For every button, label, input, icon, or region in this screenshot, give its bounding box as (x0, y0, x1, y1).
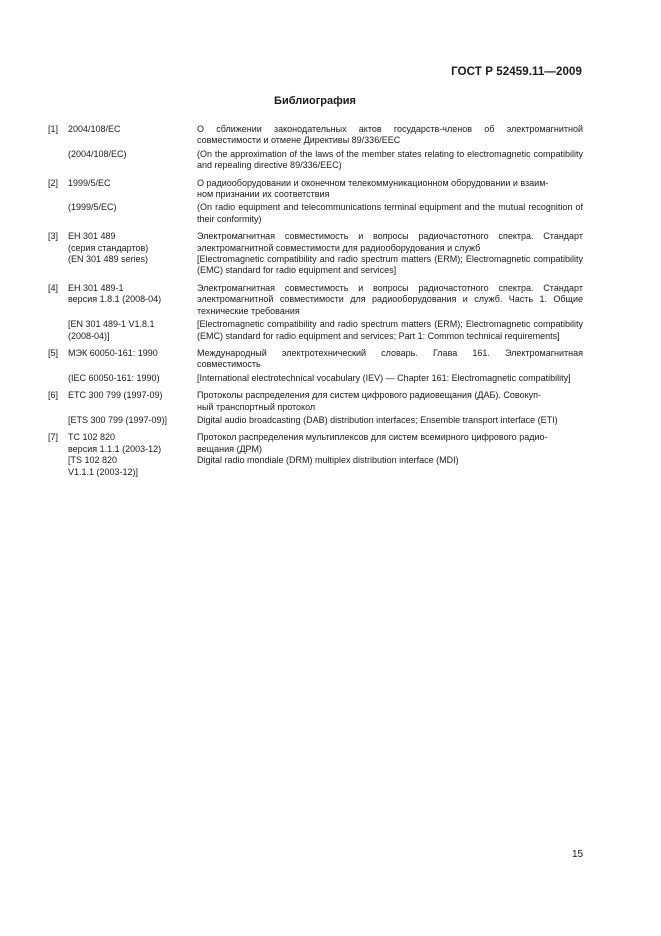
bibliography-entry (48, 124, 583, 174)
bibliography-entry (48, 283, 583, 344)
entry-number: [2] (48, 177, 59, 188)
entry-pair (48, 390, 583, 413)
entry-source: [ETS 300 799 (1997-09)] (68, 414, 168, 425)
entry-source: (IEC 60050-161: 1990) (68, 372, 160, 383)
entry-pair (48, 432, 583, 478)
entry-source: ТС 102 820 версия 1.1.1 (2003-12) [TS 102 820 V1.1.1 (2003-12)] (68, 432, 162, 477)
entry-text: Digital audio broadcasting (DAB) distribution interfaces; Ensemble transport interface (ETI) (197, 414, 558, 425)
entry-source: ЕН 301 489-1 версия 1.8.1 (2008-04) (68, 282, 162, 305)
entry-text: [International electrotechnical vocabulary (IEV) — Chapter 161: Electromagnetic compatibility] (197, 372, 571, 383)
document-code: ГОСТ Р 52459.11—2009 (451, 66, 582, 78)
entry-pair (48, 283, 583, 317)
entry-text: О сближении законодательных актов государств-членов об электромагнитной совместимости и отмене Директивы 89/336/ЕЕС (197, 124, 583, 146)
entry-pair (48, 231, 583, 277)
page-title: Библиография (274, 95, 356, 107)
entry-source: 2004/108/EC (68, 124, 121, 134)
entry-text: Электромагнитная совместимость и вопросы радиочастотного спектра. Стандарт электромагнитной совместимости для радиооборудования и служб [Electromagnetic compatibility and radio spectrum matters (ERM); Electromagnetic compatibility (EMC) standard for radio equipment and services] (197, 231, 583, 276)
entry-number: [1] (48, 124, 59, 134)
entry-text: (On radio equipment and telecommunications terminal equipment and the mutual recognition of their conformity) (197, 202, 583, 224)
entry-text: Протоколы распределения для систем цифрового радиовещания (ДАБ). Совокуп- ный транспортный протокол (197, 390, 542, 412)
entry-source: ЕТС 300 799 (1997-09) (68, 390, 163, 401)
entry-source: (2004/108/EC) (68, 148, 127, 159)
entry-pair (48, 373, 583, 384)
entry-text: Международный электротехнический словарь. Глава 161. Электромагнитная совместимость (197, 347, 583, 370)
entry-pair (48, 124, 583, 147)
entry-pair (48, 202, 583, 225)
entry-source: ЕН 301 489 (серия стандартов) (EN 301 489 series) (68, 231, 149, 265)
entry-text: (On the approximation of the laws of the member states relating to electromagnetic compatibility and repealing directive 89/336/EEC) (197, 148, 583, 171)
entry-number: [5] (48, 347, 59, 358)
entry-text: Протокол распределения мультиплексов для систем всемирного цифрового радио- вещания (ДРМ) Digital radio mondiale (DRM) multiplex distribution interface (MDI) (197, 432, 548, 466)
entry-source: [EN 301 489-1 V1.8.1 (2008-04)] (68, 319, 155, 341)
bibliography-entry (48, 231, 583, 279)
entry-number: [7] (48, 432, 59, 443)
page-number: 15 (572, 849, 584, 860)
entry-text: Электромагнитная совместимость и вопросы радиочастотного спектра. Стандарт электромагнитной совместимости для радиооборудования и служб. Часть 1. Общие технические требования (197, 282, 583, 316)
bibliography-entry (48, 178, 583, 228)
entry-text: [Electromagnetic compatibility and radio spectrum matters (ERM); Electromagnetic compatibility (EMC) standard for radio equipment and services; Part 1: Common technical requirements] (197, 319, 583, 341)
entry-text: О радиооборудовании и оконечном телекоммуникационном оборудовании и взаим- ном признании их соответствия (197, 177, 549, 200)
entry-pair (48, 415, 583, 426)
bibliography-list (48, 124, 583, 484)
entry-source: (1999/5/EC) (68, 202, 117, 213)
entry-pair (48, 319, 583, 342)
entry-number: [4] (48, 282, 59, 293)
entry-pair (48, 149, 583, 172)
bibliography-entry (48, 390, 583, 428)
entry-pair (48, 348, 583, 371)
entry-number: [6] (48, 390, 59, 401)
bibliography-entry (48, 432, 583, 480)
entry-number: [3] (48, 231, 59, 242)
entry-pair (48, 178, 583, 201)
entry-source: 1999/5/EC (68, 177, 111, 188)
bibliography-entry (48, 348, 583, 386)
entry-source: МЭК 60050-161: 1990 (68, 347, 158, 358)
